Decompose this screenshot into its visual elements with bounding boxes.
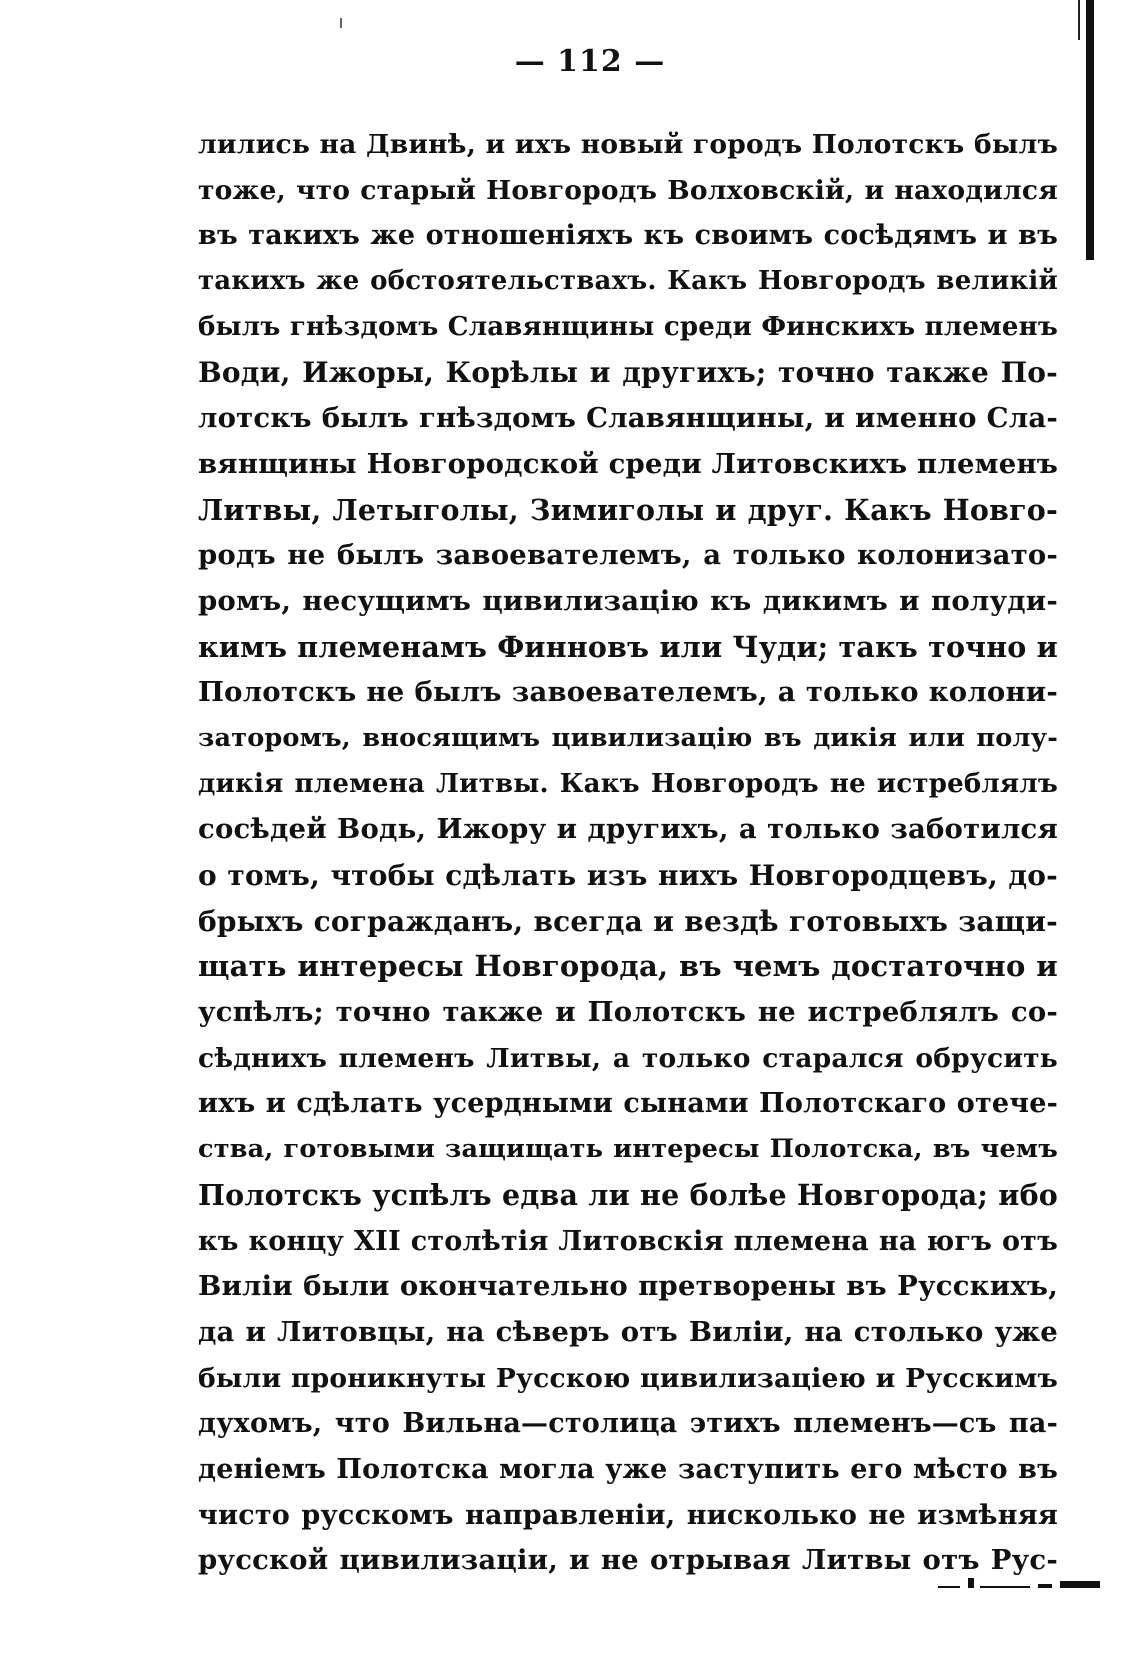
text-line: деніемъ Полотска могла уже заступить его мѣсто въ xyxy=(198,1453,1058,1485)
text-line: щать интересы Новгорода, въ чемъ достаточно и xyxy=(198,949,1058,984)
text-line: чисто русскомъ направленіи, нисколько не измѣняя xyxy=(198,1499,1058,1531)
text-line: кимъ племенамъ Финновъ или Чуди; такъ точно и xyxy=(198,629,1058,664)
text-line: Литвы, Летыголы, Зимиголы и друг. Какъ Новго- xyxy=(198,492,1058,527)
text-line: брыхъ согражданъ, всегда и вездѣ готовыхъ защи- xyxy=(198,904,1058,938)
print-speck xyxy=(938,1586,960,1588)
text-line: заторомъ, вносящимъ цивилизацію въ дикія или полу- xyxy=(198,722,1058,753)
page-number: — 112 — xyxy=(514,44,666,79)
text-line: Виліи были окончательно претворены въ Русскихъ, xyxy=(198,1270,1058,1303)
page-edge-mark xyxy=(1078,0,1080,40)
text-line: лились на Двинѣ, и ихъ новый городъ Полотскъ былъ xyxy=(198,129,1058,160)
page-edge-shadow xyxy=(1086,0,1094,260)
text-line: сосѣдей Водь, Ижору и другихъ, а только заботился xyxy=(198,813,1058,846)
text-line: успѣлъ; точно также и Полотскъ не истреблялъ со- xyxy=(198,996,1058,1029)
print-specks xyxy=(938,1574,1108,1588)
print-speck xyxy=(968,1578,974,1588)
text-line: русской цивилизаціи, и не отрывая Литвы отъ Рус- xyxy=(198,1544,1058,1577)
text-line: Полотскъ успѣлъ едва ли не болѣе Новгорода; ибо xyxy=(198,1177,1058,1212)
text-line: о томъ, чтобы сдѣлать изъ нихъ Новгородцевъ, до- xyxy=(198,859,1058,892)
text-line: сѣднихъ племенъ Литвы, а только старался обрусить xyxy=(198,1042,1058,1074)
print-speck xyxy=(1038,1584,1052,1588)
text-line: ства, готовыми защищать интересы Полотска, въ чемъ xyxy=(198,1134,1058,1165)
text-line: лотскъ былъ гнѣздомъ Славянщины, и именно Сла- xyxy=(198,402,1058,435)
print-speck xyxy=(340,18,342,28)
text-line: Води, Ижоры, Корѣлы и другихъ; точно также По- xyxy=(198,356,1058,390)
text-line: родъ не былъ завоевателемъ, а только колонизато- xyxy=(198,539,1058,572)
text-line: дикія племена Литвы. Какъ Новгородъ не истреблялъ xyxy=(198,768,1058,799)
text-line: къ концу XII столѣтія Литовскія племена на югъ отъ xyxy=(198,1225,1058,1257)
text-line: Полотскъ не былъ завоевателемъ, а только колони- xyxy=(198,676,1058,709)
text-line: вянщины Новгородской среди Литовскихъ племенъ xyxy=(198,447,1059,480)
body-text xyxy=(198,122,1058,1584)
print-speck xyxy=(980,1586,1030,1588)
text-line: духомъ, что Вильна—столица этихъ племенъ—съ па- xyxy=(198,1408,1058,1440)
text-line: такихъ же обстоятельствахъ. Какъ Новгородъ великій xyxy=(198,266,1058,297)
text-line: ромъ, несущимъ цивилизацію къ дикимъ и полуди- xyxy=(198,584,1058,617)
text-line: былъ гнѣздомъ Славянщины среди Финскихъ племенъ xyxy=(198,311,1058,342)
text-line: ихъ и сдѣлать усердными сынами Полотскаго отече- xyxy=(198,1088,1058,1120)
print-speck xyxy=(1060,1581,1100,1588)
text-line: да и Литовцы, на сѣверъ отъ Виліи, на столько уже xyxy=(198,1315,1058,1348)
text-line: въ такихъ же отношеніяхъ къ своимъ сосѣдямъ и въ xyxy=(198,220,1058,252)
text-line: были проникнуты Русскою цивилизацiею и Русскимъ xyxy=(198,1362,1058,1394)
text-line: тоже, что старый Новгородъ Волховскій, и находился xyxy=(198,174,1058,206)
